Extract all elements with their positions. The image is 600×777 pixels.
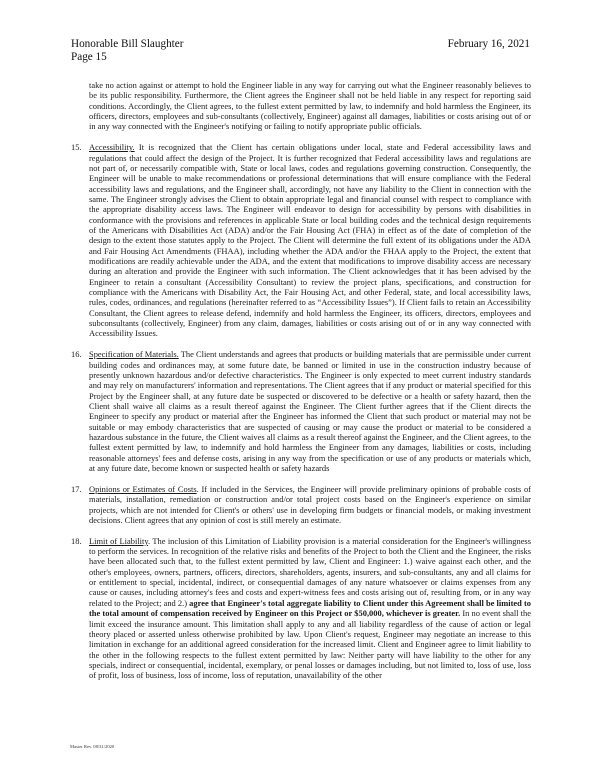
letter-date: February 16, 2021 xyxy=(447,38,530,50)
letter-header xyxy=(71,38,530,64)
clause-text: . If included in the Services, the Engineer will provide preliminary opinions of probable costs of materials, installation, remediation or construction and/or total project costs based on the Engineer's experience on similar projects, which are not intended for Client's or others' use in developing firm budgets or financial models, or making investment decisions. Client agrees that any opinion of cost is still merely an estimate. xyxy=(89,483,531,525)
liability-cap-bold-text: agree that Engineer's total aggregate liability to Client under this Agreement shall be limited to the total amount of compensation received by Engineer on this Project or $50,000, whichever is greater. xyxy=(89,597,531,619)
document-body xyxy=(71,80,531,681)
recipient-name: Honorable Bill Slaughter xyxy=(71,38,184,50)
clause-number: 16. xyxy=(71,349,82,360)
clause-text: The Client understands and agrees that products or building materials that are permissible under current building codes and ordinances may, at some future date, be banned or limited in use in the construction industry because of presently unknown hazardous and/or defective characteristics. The Engineer is only expected to meet current industry standards and may rely on manufacturers' information and representations. The Client agrees that if any product or material specified for this Project by the Engineer shall, at any future date be suspected or discovered to be defective or a health or safety hazard, then the Client shall waive all claims as a result thereof against the Engineer. The Client further agrees that if the Client directs the Engineer to specify any product or material after the Engineer has informed the Client that such product or material may not be suitable or may embody characteristics that are suspected of causing or may cause the product or material to be considered a hazardous substance in the future, the Client waives all claims as a result thereof against the Engineer, and the Client agrees, to the fullest extent permitted by law, to indemnify and hold harmless the Engineer from any damages, liabilities or costs, including reasonable attorneys' fees and defense costs, arising in any way from the specification or use of any products or materials which, at any future date, become known or suspected health or safety hazards xyxy=(89,349,531,474)
clause-number: 15. xyxy=(71,142,82,153)
clause-18-limit-of-liability xyxy=(71,536,531,681)
clause-17-opinions-of-costs xyxy=(71,484,531,525)
clause-text: . The inclusion of this Limitation of Liability provision is a material consideration for the Engineer's willingness to perform the services. In recognition of the relative risks and benefits of the Project to both the Client and the Engineer, the risks have been allocated such that, to the fullest extent permitted by law, Client and Engineer: 1.) waive against each other, and the other's employees, owners, partners, officers, directors, shareholders, agents, insurers, and sub-consultants, any and all claims for or entitlement to special, incidental, indirect, or consequential damages of any nature whatsoever or claims expenses from any cause or causes, including attorney's fees and costs and expert-witness fees and costs arising out of, resulting from, or in any way related to the Project; and 2.) xyxy=(89,535,531,608)
page-number: Page 15 xyxy=(71,51,107,63)
clause-number: 18. xyxy=(71,535,82,546)
clause-15-accessibility xyxy=(71,142,531,339)
clause-heading: Specification of Materials. xyxy=(89,349,179,360)
revision-footer: Master Rev. 08/31/2020 xyxy=(70,744,115,749)
clause-heading: Limit of Liability xyxy=(89,535,149,546)
clause-number: 17. xyxy=(71,483,82,494)
continuation-paragraph: take no action against or attempt to hold the Engineer liable in any way for carrying out what the Engineer reasonably believes to be its public responsibility. Furthermore, the Client agrees the Engineer shall not be held liable in any respect for reporting said conditions. Accordingly, the Client agrees, to the fullest extent permitted by law, to indemnify and hold harmless the Engineer, its officers, directors, employees and sub-consultants (collectively, Engineer) against all damages, liabilities or costs arising out of or in any way connected with the Engineer's notifying or failing to notify appropriate public officials. xyxy=(89,80,531,132)
clause-16-specification-of-materials xyxy=(71,349,531,473)
clause-text-continued: In no event shall the limit exceed the insurance amount. This limitation shall apply to any and all liability regardless of the cause of action or legal theory placed or asserted unless otherwise prohibited by law. Upon Client's request, Engineer may negotiate an increase to this limitation in exchange for an additional agreed consideration for the increased limit. Client and Engineer agree to limit liability to the other in the following respects to the fullest extent permitted by law: Neither party will have liability to the other for any specials, indirect or consequential, incidental, exemplary, or penal losses or damages including, but not limited to, loss of use, loss of profit, loss of business, loss of income, loss of reputation, unavailability of the other xyxy=(89,608,531,681)
clause-heading: Opinions or Estimates of Costs xyxy=(89,483,197,494)
clause-text: It is recognized that the Client has certain obligations under local, state and Federal accessibility laws and regulations that could affect the design of the Project. It is further recognized that Federal accessibility laws and regulations are not part of, or necessarily compatible with, State or local laws, codes and regulations governing construction. Consequently, the Engineer will be unable to make recommendations or professional determinations that will ensure compliance with the Federal accessibility laws and regulations, and the Engineer shall, accordingly, not have any liability to the Client in connection with the same. The Engineer strongly advises the Client to obtain appropriate legal and financial counsel with respect to compliance with the appropriate disability access laws. The Engineer will endeavor to design for accessibility by persons with disabilities in conformance with the provisions and references in applicable State or local building codes and the technical design requirements of the Americans with Disabilities Act (ADA) and/or the Fair Housing Act (FHA) in effect as of the date of completion of the design to the extent those statutes apply to the Project. The Client will determine the full extent of its obligations under the ADA and Fair Housing Act Amendments (FHAA), including whether the ADA and/or the FHAA apply to the Project, the extent that modifications are readily achievable under the ADA, and the extent that modifications to improve disability access are necessary during an alteration and provide the Engineer with such information. The Client acknowledges that it has been advised by the Engineer to retain a consultant (Accessibility Consultant) to review the project plans, specifications, and construction for compliance with the Americans with Disability Act, the Fair Housing Act, and other Federal, state, and local accessibility laws, rules, codes, ordinances, and regulations (hereinafter referred to as “Accessibility Issues”). If Client fails to retain an Accessibility Consultant, the Client agrees to release defend, indemnify and hold harmless the Engineer, its officers, directors, employees and subconsultants (collectively, Engineer) from any claim, damages, liabilities or costs arising out of or in any way connected with Accessibility Issues. xyxy=(89,142,531,339)
clause-heading: Accessibility. xyxy=(89,142,135,153)
